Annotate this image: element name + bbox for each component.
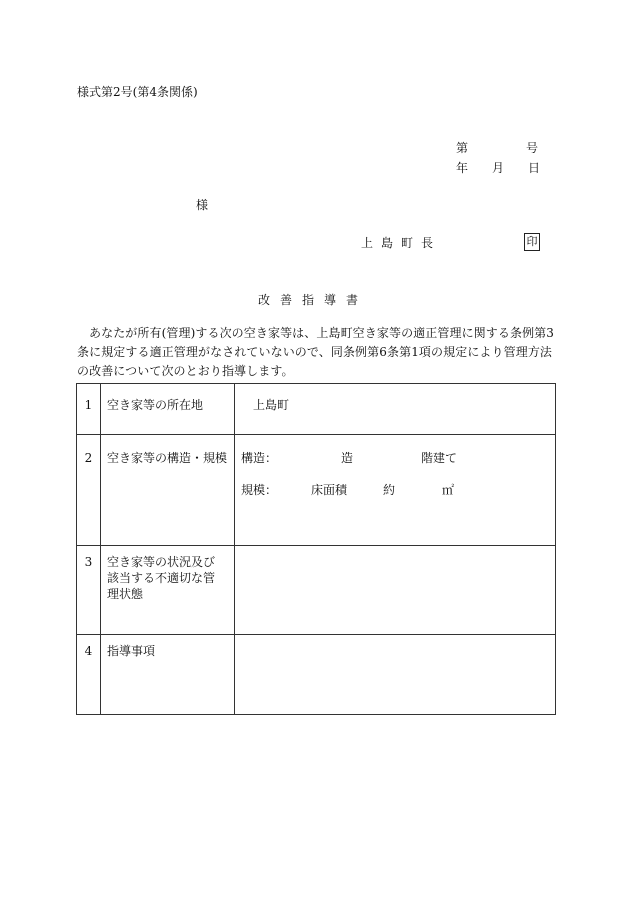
row-item-label: 空き家等の構造・規模 [101, 435, 235, 546]
row-number: 3 [77, 546, 101, 635]
structure-type-suffix: 造 [341, 451, 354, 465]
details-table [76, 383, 556, 715]
date-year-label: 年 [456, 161, 469, 175]
body-paragraph: あなたが所有(管理)する次の空き家等は、上島町空き家等の適正管理に関する条例第3条に規定する適正管理がなされていないので、同条例第6条第1項の規定により管理方法の改善について次のとおり指導します。 [77, 326, 555, 378]
row-item-label: 指導事項 [101, 635, 235, 715]
issuer-name: 上島町長 [361, 236, 442, 250]
seal-mark: 印 [524, 233, 540, 251]
table-row [77, 384, 556, 435]
row-value [235, 635, 556, 715]
table-row [77, 546, 556, 635]
floor-area-label: 床面積 [311, 483, 348, 497]
addressee-honorific: 様 [196, 198, 209, 212]
table-row [77, 435, 556, 546]
approx-label: 約 [383, 483, 396, 497]
document-number-prefix: 第 [456, 141, 469, 155]
floors-label: 階建て [421, 451, 458, 465]
row-item-label: 空き家等の所在地 [101, 384, 235, 435]
row-number: 2 [77, 435, 101, 546]
date-day-label: 日 [528, 161, 541, 175]
scale-label: 規模： [241, 483, 278, 497]
table-row [77, 635, 556, 715]
structure-scale-cell [235, 435, 556, 546]
date-month-label: 月 [492, 161, 505, 175]
document-title: 改善指導書 [258, 293, 369, 307]
row-item-label: 空き家等の状況及び該当する不適切な管理状態 [101, 546, 235, 635]
document-number-suffix: 号 [526, 141, 539, 155]
row-value: 上島町 [235, 384, 556, 435]
row-number: 1 [77, 384, 101, 435]
row-value [235, 546, 556, 635]
structure-label: 構造： [241, 451, 278, 465]
form-number-label: 様式第2号(第4条関係) [77, 85, 198, 99]
area-unit: ㎡ [442, 483, 455, 497]
row-number: 4 [77, 635, 101, 715]
